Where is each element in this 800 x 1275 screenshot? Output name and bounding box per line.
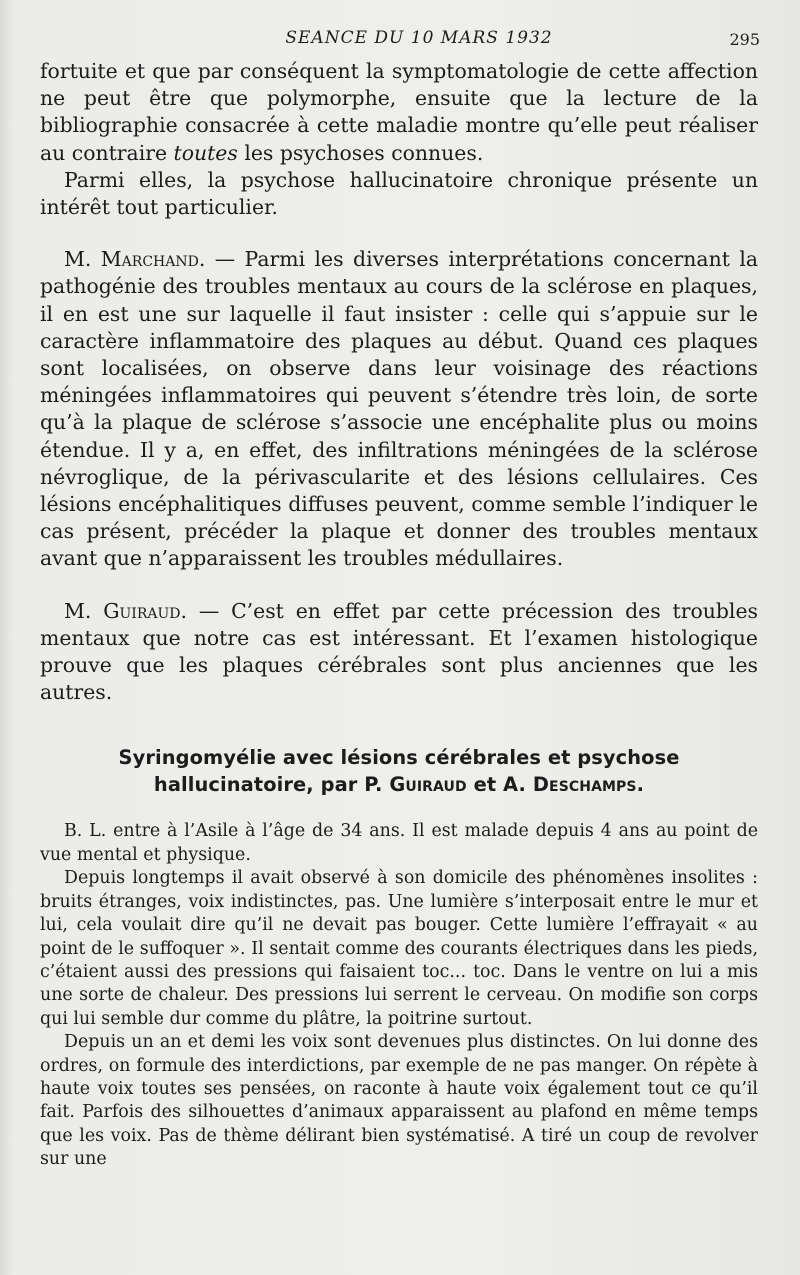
discussion-guiraud-text: — C’est en effet par cette précession des troubles mentaux que notre cas est intéressant. Et l’examen histologique prouve que les plaques cérébrales sont plus anciennes que les autres. bbox=[40, 598, 758, 705]
section-title-connector: et A. bbox=[466, 773, 533, 797]
continuation-text-after: les psychoses connues. bbox=[237, 140, 484, 165]
discussion-marchand bbox=[40, 246, 758, 572]
case-paragraph-2: Depuis longtemps il avait observé à son domicile des phénomènes insolites : bruits étranges, voix indistinctes, pas. Une lumière s’interposait entre le mur et lui, cela voulait dire qu’il ne devait pas bouger. Cette lumière l’effrayait « au point de le suffoquer ». Il sentait comme des courants électriques dans les pieds, c’étaient aussi des pressions qui faisaient toc... toc. Dans le ventre on lui a mis une sorte de chaleur. Des pressions lui serrent le cerveau. On modifie son corps qui lui semble dur comme du plâtre, la poitrine surtout. bbox=[40, 868, 758, 1029]
continuation-paragraph bbox=[40, 58, 758, 167]
section-title-prefix: hallucinatoire, par P. bbox=[153, 773, 390, 797]
case-paragraph-3: Depuis un an et demi les voix sont devenues plus distinctes. On lui donne des ordres, on formule des interdictions, par exemple de ne pas manger. On répète à haute voix toutes ses pensées, on raconte à haute voix également tout ce qu’il fait. Parfois des silhouettes d’animaux apparaissent au plafond en même temps que les voix. Pas de thème délirant bien systématisé. A tiré un coup de revolver sur une bbox=[40, 1032, 758, 1170]
section-title-line-1: Syringomyélie avec lésions cérébrales et psychose bbox=[118, 746, 680, 770]
speaker-marchand: M. Marchand. bbox=[64, 247, 206, 272]
continuation-text-before: fortuite et que par conséquent la symptomatologie de cette affection ne peut être que polymorphe, ensuite que la lecture de la bibliographie consacrée à cette maladie montre qu’elle peut réaliser au contraire bbox=[40, 59, 758, 165]
page-number: 295 bbox=[729, 30, 760, 49]
continuation-emphasis: toutes bbox=[173, 140, 238, 165]
section-title bbox=[40, 744, 758, 798]
section-title-end: . bbox=[636, 773, 645, 797]
case-report bbox=[40, 820, 758, 1171]
author-deschamps: Deschamps bbox=[532, 773, 637, 797]
discussion-guiraud bbox=[40, 598, 758, 707]
author-guiraud: Guiraud bbox=[389, 773, 467, 797]
case-paragraph-1: B. L. entre à l’Asile à l’âge de 34 ans. Il est malade depuis 4 ans au point de vue mental et physique. bbox=[40, 821, 758, 865]
running-head bbox=[40, 28, 758, 58]
continuation-paragraph-2: Parmi elles, la psychose hallucinatoire chronique présente un intérêt tout particulier. bbox=[40, 167, 758, 220]
discussion-section bbox=[40, 58, 758, 706]
running-title: SEANCE DU 10 MARS 1932 bbox=[285, 28, 553, 48]
speaker-guiraud: M. Guiraud. bbox=[64, 598, 187, 623]
discussion-marchand-text: — Parmi les diverses interprétations concernant la pathogénie des troubles mentaux au cours de la sclérose en plaques, il en est une sur laquelle il faut insister : celle qui s’appuie sur le caractère inflammatoire des plaques au début. Quand ces plaques sont localisées, on observe dans leur voisinage des réactions méningées inflammatoires qui peuvent s’étendre très loin, de sorte qu’à la plaque de sclérose s’associe une encéphalite plus ou moins étendue. Il y a, en effet, des infiltrations méningées de la sclérose névroglique, de la périvascularite et des lésions cellulaires. Ces lésions encéphalitiques diffuses peuvent, comme semble l’indiquer le cas présent, précéder la plaque et donner des troubles mentaux avant que n’apparaissent les troubles médullaires. bbox=[40, 247, 759, 571]
section-title-line-2 bbox=[40, 771, 758, 798]
